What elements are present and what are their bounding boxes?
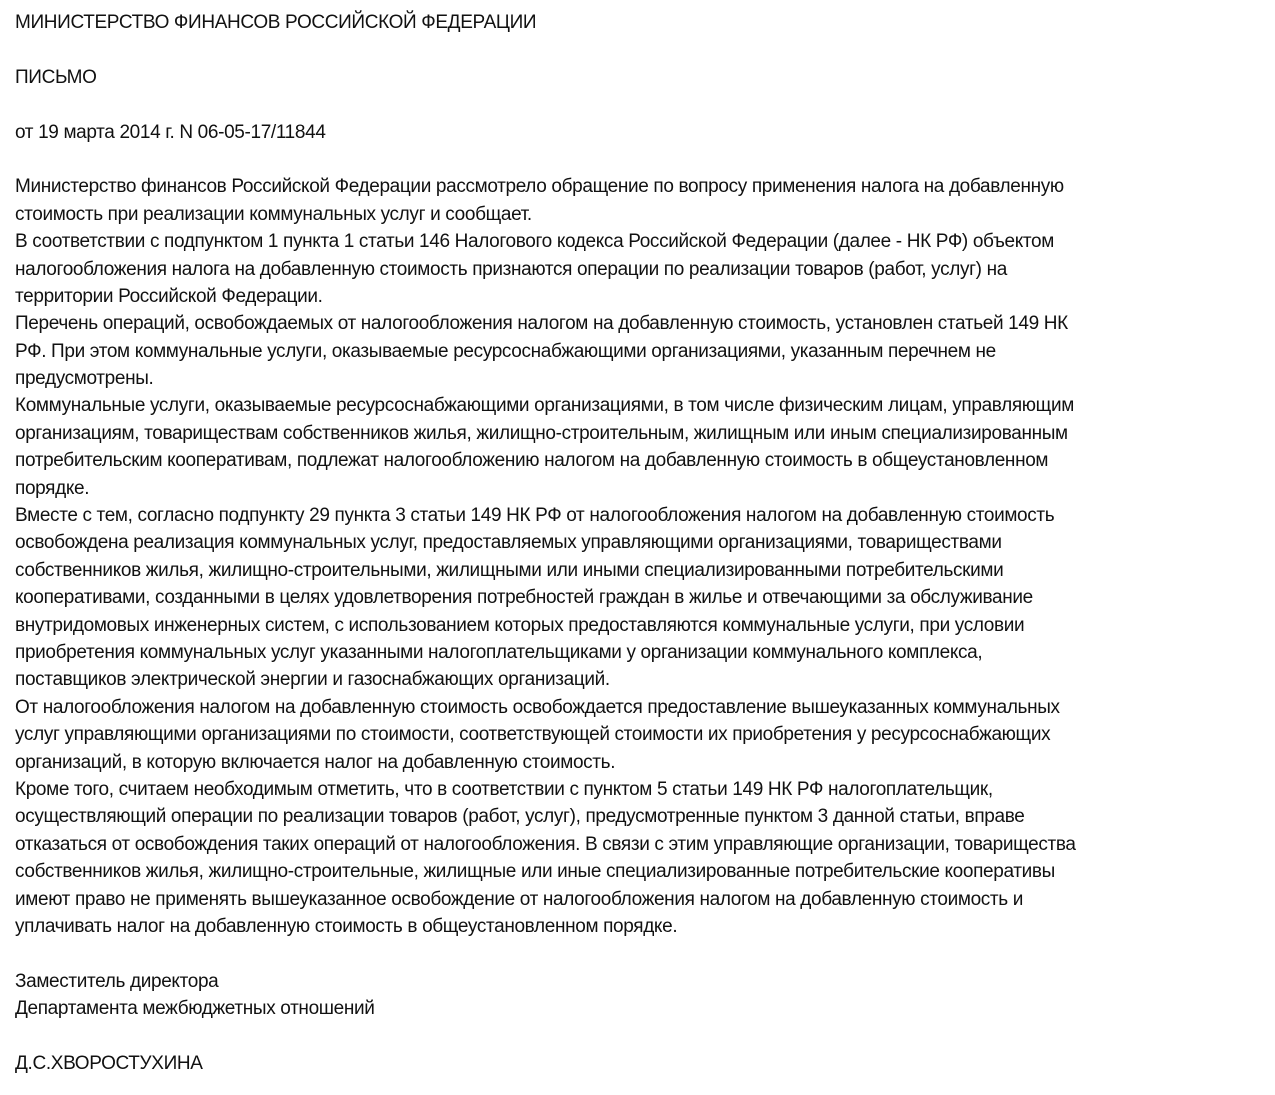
body-paragraph (15, 392, 1265, 502)
paragraph-line: Коммунальные услуги, оказываемые ресурсоснабжающими организациями, в том числе физическим лицам, управляющим (15, 395, 1074, 417)
body-paragraph (15, 310, 1265, 392)
signatory-position: Заместитель директора (15, 970, 219, 992)
spacer (15, 36, 1265, 63)
paragraph-line: отказаться от освобождения таких операций от налогообложения. В связи с этим управляющие организации, товарищества (15, 833, 1076, 855)
paragraph-line: Перечень операций, освобождаемых от налогообложения налогом на добавленную стоимость, установлен статьей 149 НК (15, 313, 1068, 335)
body-paragraph (15, 173, 1265, 228)
paragraph-line: приобретения коммунальных услуг указанными налогоплательщиками у организации коммунального комплекса, (15, 641, 983, 663)
paragraph-line: организаций, в которую включается налог на добавленную стоимость. (15, 751, 616, 773)
paragraph-line: организациям, товариществам собственников жилья, жилищно-строительным, жилищным или иным специализированным (15, 422, 1068, 444)
paragraph-line: поставщиков электрической энергии и газоснабжающих организаций. (15, 669, 610, 691)
document-type: ПИСЬМО (15, 66, 97, 88)
paragraph-line: осуществляющий операции по реализации товаров (работ, услуг), предусмотренные пунктом 3 данной статьи, вправе (15, 806, 1025, 828)
signature-block (15, 968, 1265, 1078)
paragraph-line: собственников жилья, жилищно-строительными, жилищными или иными специализированными потребительскими (15, 559, 1004, 581)
document-date-number: от 19 марта 2014 г. N 06-05-17/11844 (15, 121, 326, 143)
paragraph-line: От налогообложения налогом на добавленную стоимость освобождается предоставление вышеуказанных коммунальных (15, 696, 1060, 718)
spacer (15, 146, 1265, 173)
paragraph-line: потребительским кооперативам, подлежат налогообложению налогом на добавленную стоимость в общеустановленном (15, 450, 1049, 472)
signatory-name: Д.С.ХВОРОСТУХИНА (15, 1052, 203, 1074)
paragraph-line: освобождена реализация коммунальных услуг, предоставляемых управляющими организациями, товариществами (15, 532, 1002, 554)
body-paragraph (15, 776, 1265, 940)
body-paragraph (15, 228, 1265, 310)
paragraph-line: предусмотрены. (15, 368, 154, 390)
paragraph-line: В соответствии с подпунктом 1 пункта 1 статьи 146 Налогового кодекса Российской Федерации (далее - НК РФ) объектом (15, 231, 1054, 253)
paragraph-line: порядке. (15, 477, 90, 499)
body-paragraph (15, 694, 1265, 776)
spacer (15, 1022, 1265, 1049)
ministry-title: МИНИСТЕРСТВО ФИНАНСОВ РОССИЙСКОЙ ФЕДЕРАЦИИ (15, 12, 537, 33)
paragraph-line: имеют право не применять вышеуказанное освобождение от налогообложения налогом на добавленную стоимость и (15, 888, 1024, 910)
paragraph-line: внутридомовых инженерных систем, с использованием которых предоставляются коммунальные услуги, при условии (15, 614, 1025, 636)
paragraph-line: уплачивать налог на добавленную стоимость в общеустановленном порядке. (15, 915, 678, 937)
paragraph-line: кооперативами, созданными в целях удовлетворения потребностей граждан в жилье и отвечающими за обслуживание (15, 587, 1033, 609)
signatory-department: Департамента межбюджетных отношений (15, 998, 375, 1020)
paragraph-line: услуг управляющими организациями по стоимости, соответствующей стоимости их приобретения у ресурсоснабжающих (15, 724, 1051, 746)
paragraph-line: Министерство финансов Российской Федерации рассмотрело обращение по вопросу применения налога на добавленную (15, 176, 1064, 198)
paragraph-line: Вместе с тем, согласно подпункту 29 пункта 3 статьи 149 НК РФ от налогообложения налогом на добавленную стоимость (15, 505, 1055, 527)
letter-document (15, 9, 1265, 1077)
body-paragraph (15, 502, 1265, 694)
paragraph-line: территории Российской Федерации. (15, 285, 323, 307)
paragraph-line: собственников жилья, жилищно-строительные, жилищные или иные специализированные потребительские кооперативы (15, 861, 1055, 883)
paragraph-line: стоимость при реализации коммунальных услуг и сообщает. (15, 203, 532, 225)
paragraph-line: Кроме того, считаем необходимым отметить, что в соответствии с пунктом 5 статьи 149 НК РФ налогоплательщик, (15, 778, 993, 800)
paragraph-line: РФ. При этом коммунальные услуги, оказываемые ресурсоснабжающими организациями, указанным перечнем не (15, 340, 996, 362)
spacer (15, 940, 1265, 967)
paragraph-line: налогообложения налога на добавленную стоимость признаются операции по реализации товаров (работ, услуг) на (15, 258, 1007, 280)
spacer (15, 91, 1265, 118)
